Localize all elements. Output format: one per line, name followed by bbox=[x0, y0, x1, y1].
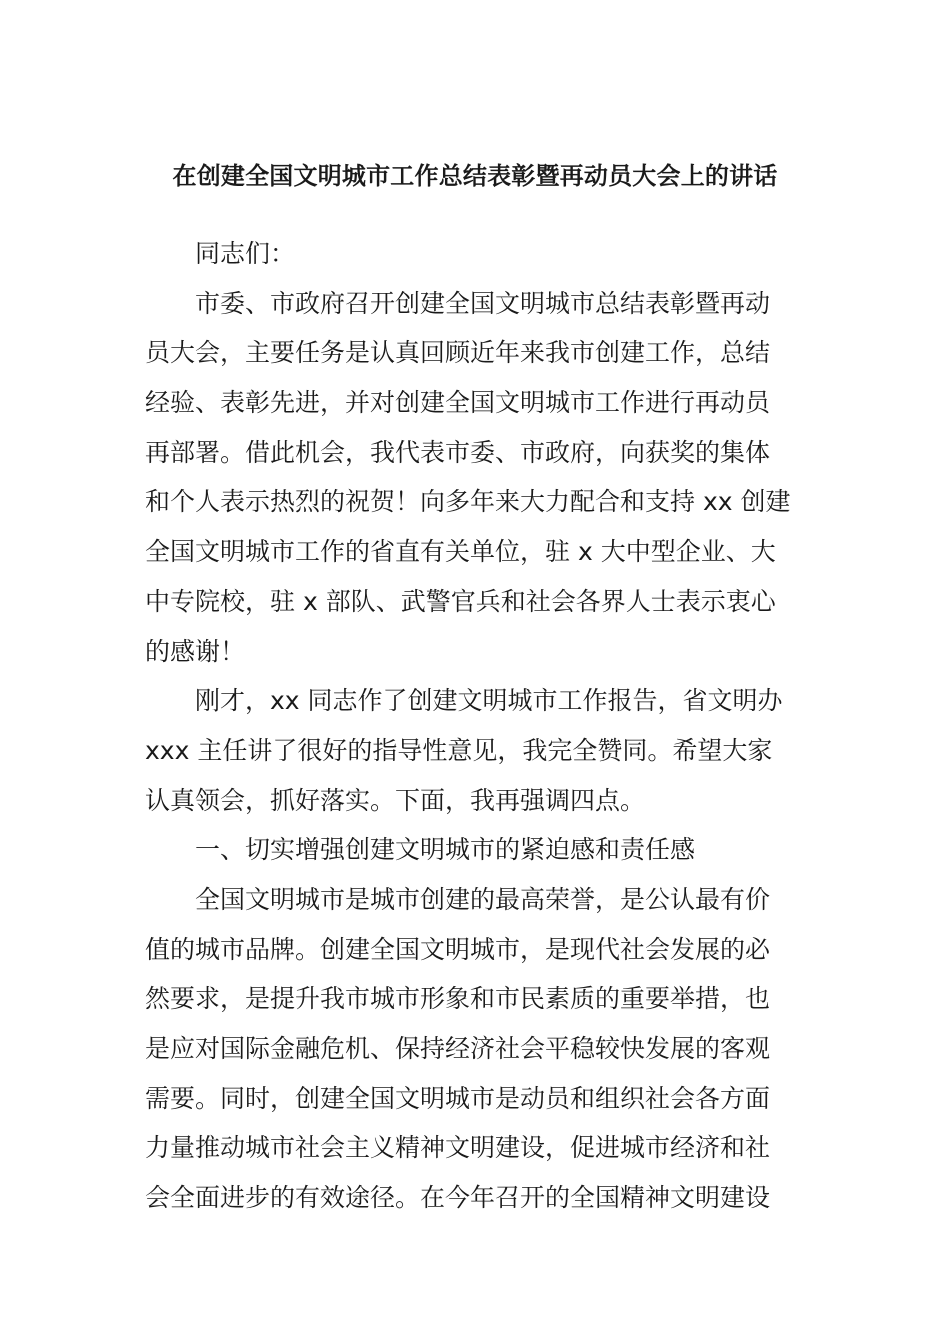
paragraph-line: 认真领会，抓好落实。下面，我再强调四点。 bbox=[145, 785, 646, 815]
document-title: 在创建全国文明城市工作总结表彰暨再动员大会上的讲话 bbox=[172, 162, 778, 190]
salutation-line: 同志们： bbox=[195, 239, 296, 268]
paragraph-line: 员大会，主要任务是认真回顾近年来我市创建工作，总结 bbox=[145, 338, 771, 368]
paragraph-line: 市委、市政府召开创建全国文明城市总结表彰暨再动 bbox=[195, 288, 771, 318]
paragraph-line: 会全面进步的有效途径。在今年召开的全国精神文明建设 bbox=[145, 1183, 771, 1213]
paragraph-line: 再部署。借此机会，我代表市委、市政府，向获奖的集体 bbox=[145, 437, 771, 467]
document-body bbox=[145, 229, 813, 1223]
paragraph-line: 值的城市品牌。创建全国文明城市，是现代社会发展的必 bbox=[145, 934, 771, 964]
paragraph-line: xxx 主任讲了很好的指导性意见，我完全赞同。希望大家 bbox=[145, 735, 773, 765]
paragraph-line: 和个人表示热烈的祝贺！向多年来大力配合和支持 xx 创建 bbox=[145, 487, 791, 517]
paragraph-line: 力量推动城市社会主义精神文明建设，促进城市经济和社 bbox=[145, 1133, 771, 1163]
paragraph-line: 全国文明城市是城市创建的最高荣誉，是公认最有价 bbox=[195, 884, 771, 914]
paragraph-line: 需要。同时，创建全国文明城市是动员和组织社会各方面 bbox=[145, 1083, 771, 1113]
paragraph-line: 刚才，xx 同志作了创建文明城市工作报告，省文明办 bbox=[195, 686, 783, 716]
paragraph-line: 全国文明城市工作的省直有关单位，驻 x 大中型企业、大 bbox=[145, 537, 776, 567]
paragraph-line: 然要求，是提升我市城市形象和市民素质的重要举措，也 bbox=[145, 984, 771, 1014]
paragraph-line: 中专院校，驻 x 部队、武警官兵和社会各界人士表示衷心 bbox=[145, 586, 776, 616]
paragraph-line: 的感谢！ bbox=[145, 636, 246, 666]
paragraph-line: 经验、表彰先进，并对创建全国文明城市工作进行再动员 bbox=[145, 388, 771, 418]
section-heading: 一、切实增强创建文明城市的紧迫感和责任感 bbox=[195, 835, 696, 865]
paragraph-line: 是应对国际金融危机、保持经济社会平稳较快发展的客观 bbox=[145, 1034, 771, 1063]
